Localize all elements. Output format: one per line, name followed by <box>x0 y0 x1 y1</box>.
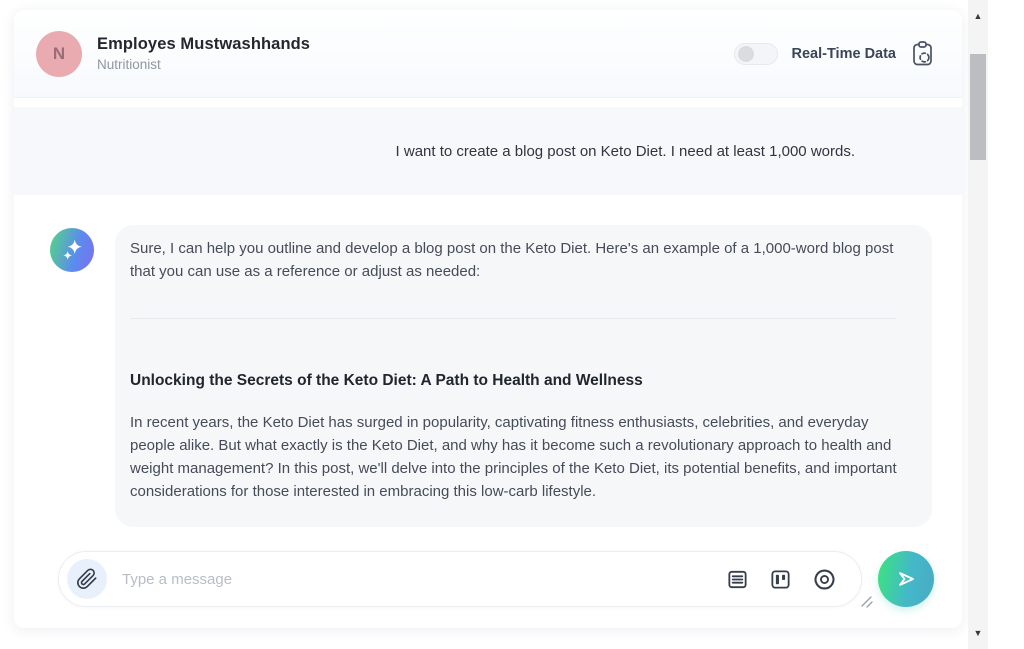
scroll-thumb[interactable] <box>970 54 986 160</box>
scrollbar[interactable] <box>968 0 988 649</box>
assistant-intro: Sure, I can help you outline and develop a blog post on the Keto Diet. Here's an example of a 1,000-word blog post that you can use as a reference or adjust as needed: <box>130 240 894 280</box>
message-divider <box>131 318 896 319</box>
kanban-board-icon[interactable] <box>769 568 792 591</box>
resize-grip-icon[interactable] <box>859 594 873 608</box>
user-role: Nutritionist <box>97 57 161 72</box>
header-actions <box>734 40 937 68</box>
paperclip-icon <box>76 568 98 590</box>
send-icon <box>893 566 919 592</box>
header-identity <box>97 35 310 72</box>
sparkles-icon <box>59 237 85 263</box>
user-message: I want to create a blog post on Keto Diet. I need at least 1,000 words. <box>395 142 855 160</box>
scroll-up-arrow[interactable]: ▲ <box>973 11 983 21</box>
toggle-knob <box>738 46 754 62</box>
assistant-message-bubble <box>115 225 932 527</box>
scroll-down-arrow[interactable]: ▼ <box>973 628 983 638</box>
realtime-data-label: Real-Time Data <box>791 45 896 62</box>
message-input[interactable] <box>122 571 726 588</box>
send-button[interactable] <box>878 551 934 607</box>
chat-card <box>14 10 962 628</box>
composer <box>58 551 934 607</box>
notes-icon[interactable] <box>726 568 749 591</box>
assistant-avatar <box>50 228 94 272</box>
blog-post-paragraph: In recent years, the Keto Diet has surged in popularity, captivating fitness enthusiasts, celebrities, and everyday people alike. But what exactly is the Keto Diet, and why has it become such a revolutionary approach to health and weight management? In this post, we'll delve into the principles of the Keto Diet, its potential benefits, and important considerations for those interested in embracing this low-carb lifestyle. <box>130 414 897 500</box>
avatar-letter: N <box>52 43 66 63</box>
user-avatar <box>36 31 82 77</box>
assistant-message-row <box>14 225 962 527</box>
message-input-pill <box>58 551 862 607</box>
openai-icon[interactable] <box>812 567 837 592</box>
clipboard-sync-icon[interactable] <box>910 40 936 68</box>
blog-post-title: Unlocking the Secrets of the Keto Diet: A Path to Health and Wellness <box>130 372 643 389</box>
realtime-data-toggle[interactable] <box>734 43 778 65</box>
user-message-row <box>14 107 962 195</box>
composer-tools <box>726 567 837 592</box>
chat-header <box>14 10 962 98</box>
user-name: Employes Mustwashhands <box>97 35 311 53</box>
attachment-button[interactable] <box>67 559 107 599</box>
